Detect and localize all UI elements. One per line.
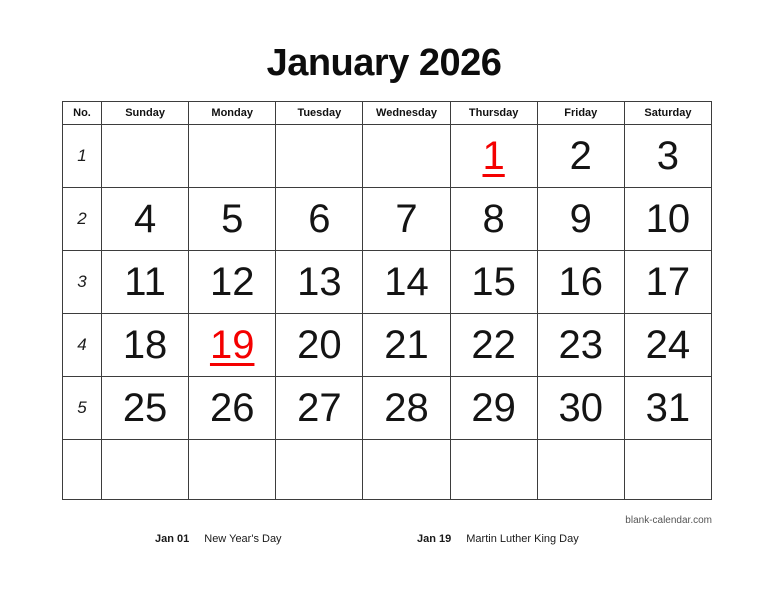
date-cell: 14 — [363, 251, 450, 314]
legend-date: Jan 01 — [155, 533, 190, 545]
date-cell — [189, 125, 276, 188]
date-cell: 25 — [102, 377, 189, 440]
date-cell — [189, 440, 276, 500]
date-cell: 7 — [363, 188, 450, 251]
legend-name: New Year's Day — [204, 533, 282, 545]
watermark: blank-calendar.com — [625, 515, 712, 526]
date-cell — [363, 125, 450, 188]
date-cell: 18 — [102, 314, 189, 377]
col-header-friday: Friday — [537, 102, 624, 125]
empty-week-row — [63, 440, 712, 500]
date-cell: 24 — [624, 314, 711, 377]
date-cell — [450, 440, 537, 500]
date-cell: 2 — [537, 125, 624, 188]
week-number: 4 — [63, 314, 102, 377]
date-cell: 30 — [537, 377, 624, 440]
legend-item-new-years — [155, 533, 282, 545]
date-cell — [276, 440, 363, 500]
col-header-sunday: Sunday — [102, 102, 189, 125]
col-header-tuesday: Tuesday — [276, 102, 363, 125]
date-cell: 4 — [102, 188, 189, 251]
date-cell: 20 — [276, 314, 363, 377]
week-number: 5 — [63, 377, 102, 440]
week-row-3 — [63, 251, 712, 314]
date-cell — [102, 125, 189, 188]
date-cell — [276, 125, 363, 188]
week-number: 3 — [63, 251, 102, 314]
week-number: 2 — [63, 188, 102, 251]
date-cell: 6 — [276, 188, 363, 251]
date-cell: 23 — [537, 314, 624, 377]
date-cell: 29 — [450, 377, 537, 440]
date-cell — [363, 440, 450, 500]
date-cell: 26 — [189, 377, 276, 440]
date-cell — [102, 440, 189, 500]
date-cell: 15 — [450, 251, 537, 314]
date-cell: 5 — [189, 188, 276, 251]
date-cell: 16 — [537, 251, 624, 314]
week-row-4 — [63, 314, 712, 377]
date-cell: 9 — [537, 188, 624, 251]
date-cell: 11 — [102, 251, 189, 314]
date-cell-holiday: 19 — [189, 314, 276, 377]
date-cell: 22 — [450, 314, 537, 377]
date-cell: 17 — [624, 251, 711, 314]
date-cell: 21 — [363, 314, 450, 377]
date-cell-holiday: 1 — [450, 125, 537, 188]
week-number — [63, 440, 102, 500]
col-header-no: No. — [63, 102, 102, 125]
weekday-header-row — [63, 102, 712, 125]
week-row-5 — [63, 377, 712, 440]
calendar-table — [62, 101, 712, 500]
week-number: 1 — [63, 125, 102, 188]
date-cell — [537, 440, 624, 500]
page-title: January 2026 — [266, 42, 502, 84]
date-cell: 10 — [624, 188, 711, 251]
col-header-monday: Monday — [189, 102, 276, 125]
legend-name: Martin Luther King Day — [466, 533, 579, 545]
date-cell: 12 — [189, 251, 276, 314]
col-header-thursday: Thursday — [450, 102, 537, 125]
date-cell: 3 — [624, 125, 711, 188]
week-row-2 — [63, 188, 712, 251]
legend-date: Jan 19 — [417, 533, 452, 545]
date-cell — [624, 440, 711, 500]
legend-item-mlk-day — [417, 533, 579, 545]
week-row-1 — [63, 125, 712, 188]
col-header-wednesday: Wednesday — [363, 102, 450, 125]
date-cell: 27 — [276, 377, 363, 440]
date-cell: 31 — [624, 377, 711, 440]
col-header-saturday: Saturday — [624, 102, 711, 125]
date-cell: 28 — [363, 377, 450, 440]
date-cell: 13 — [276, 251, 363, 314]
date-cell: 8 — [450, 188, 537, 251]
